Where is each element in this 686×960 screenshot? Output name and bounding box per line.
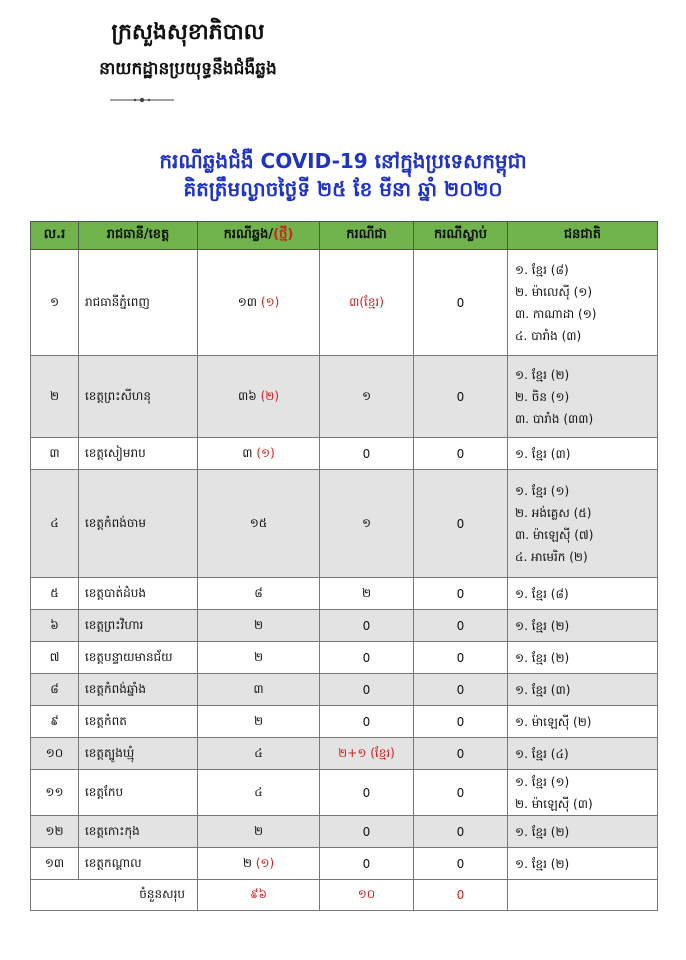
nationality-cell (508, 642, 658, 674)
nationality-cell (508, 674, 658, 706)
col-nationality: ជនជាតិ (508, 222, 658, 250)
deaths-cell: 0 (414, 674, 508, 706)
recovered-cell (320, 848, 414, 880)
cases-count: ២ (253, 617, 264, 632)
province-name: ខេត្តព្រះសីហនុ (79, 356, 198, 438)
row-number: ៦ (31, 610, 79, 642)
recovered-count: ១ (361, 388, 372, 403)
new-cases: (២) (260, 388, 280, 403)
recovered-count: ៣ (349, 294, 360, 309)
recovered-cell (320, 610, 414, 642)
table-row (31, 578, 658, 610)
table-row (31, 438, 658, 470)
new-cases: (១) (256, 445, 275, 460)
cases-count: ៣៦ (237, 388, 257, 403)
deaths-cell: 0 (414, 250, 508, 356)
deaths-cell: 0 (414, 848, 508, 880)
col-province: រាជធានី/ខេត្ត (79, 222, 198, 250)
deaths-cell: 0 (414, 816, 508, 848)
nationality-cell (508, 816, 658, 848)
nationality-item: ៣. ម៉ាឡេស៊ី (៧) (515, 527, 594, 542)
new-cases: (១) (255, 855, 275, 870)
nationality-item: ៤. បារាំង (៣) (515, 328, 582, 343)
nationality-item: ១. ខ្មែរ (២) (515, 650, 570, 665)
cases-count: ៤ (254, 745, 263, 760)
table-row (31, 770, 658, 816)
deaths-cell: 0 (414, 706, 508, 738)
table-row (31, 848, 658, 880)
col-number: ល.រ (31, 222, 79, 250)
cases-count: ៣ (242, 445, 253, 460)
table-row (31, 610, 658, 642)
nationality-cell (508, 610, 658, 642)
nationality-cell (508, 438, 658, 470)
recovered-count: 0 (362, 824, 371, 839)
row-number: ១២ (31, 816, 79, 848)
province-name: ខេត្តបន្ទាយមានជ័យ (79, 642, 198, 674)
nationality-cell (508, 470, 658, 578)
recovered-cell (320, 706, 414, 738)
province-name: ខេត្តកោះកុង (79, 816, 198, 848)
deaths-cell: 0 (414, 642, 508, 674)
cases-count: ១៣ (237, 294, 258, 309)
recovered-cell (320, 438, 414, 470)
nationality-item: ២. ម៉ាលេស៊ី (១) (515, 284, 593, 299)
cases-cell (198, 770, 320, 816)
province-name: ខេត្តកំពត (79, 706, 198, 738)
recovered-count: ២ (361, 585, 372, 600)
cases-table (30, 221, 658, 911)
table-row (31, 706, 658, 738)
row-number: ៤ (31, 470, 79, 578)
department-name: នាយកដ្ឋានប្រយុទ្ធនឹងជំងឺឆ្លង (99, 59, 277, 79)
nationality-item: ១. ខ្មែរ (២) (515, 856, 570, 871)
nationality-cell (508, 578, 658, 610)
cases-cell (198, 356, 320, 438)
report-title: ករណីឆ្លងជំងឺ COVID-19 នៅក្នុងប្រទេសកម្ពុជា (159, 149, 527, 173)
cases-count: ៣ (253, 681, 264, 696)
recovered-cell (320, 816, 414, 848)
recovered-cell (320, 738, 414, 770)
cases-cell (198, 848, 320, 880)
total-label: ចំនួនសរុប (31, 880, 198, 911)
nationality-item: ១. ខ្មែរ (៨) (515, 586, 569, 601)
cases-count: ២ (242, 855, 252, 870)
recovered-count: 0 (362, 618, 371, 633)
cases-count: ២ (253, 713, 264, 728)
row-number: ១ (31, 250, 79, 356)
nationality-item: ១. ខ្មែរ (៤) (515, 746, 569, 761)
ministry-name: ក្រសួងសុខាភិបាល (111, 20, 265, 45)
cases-count: ៨ (254, 585, 263, 600)
recovered-count: ២ (338, 745, 348, 760)
row-number: ៩ (31, 706, 79, 738)
deaths-cell: 0 (414, 610, 508, 642)
deaths-cell: 0 (414, 470, 508, 578)
nationality-item: ១. ខ្មែរ (៣) (515, 682, 571, 697)
recovered-cell (320, 250, 414, 356)
row-number: ៨ (31, 674, 79, 706)
recovered-count: 0 (362, 650, 371, 665)
table-row (31, 816, 658, 848)
recovered-cell (320, 470, 414, 578)
nationality-cell (508, 250, 658, 356)
recovered-cell (320, 674, 414, 706)
recovered-count: 0 (362, 856, 371, 871)
col-cases-label: ករណីឆ្លង/ (223, 227, 274, 242)
row-number: ១៣ (31, 848, 79, 880)
col-recovered: ករណីជា (320, 222, 414, 250)
recovered-cell (320, 356, 414, 438)
cases-count: ២ (253, 649, 264, 664)
total-row (31, 880, 658, 911)
table-header-row (31, 222, 658, 250)
recovered-count: 0 (362, 785, 371, 800)
cases-cell (198, 738, 320, 770)
nationality-item: ១. ខ្មែរ (១) (515, 483, 570, 498)
table-row (31, 250, 658, 356)
nationality-item: ១. ម៉ាឡេស៊ី (២) (515, 714, 592, 729)
total-cases: ៩៦ (198, 880, 320, 911)
total-nationality (508, 880, 658, 911)
nationality-item: ៣. កាណាដា (១) (515, 306, 597, 321)
nationality-item: ២. ម៉ាឡេស៊ី (៣) (515, 796, 593, 811)
province-name: ខេត្តបាត់ដំបង (79, 578, 198, 610)
cases-cell (198, 578, 320, 610)
deaths-cell: 0 (414, 438, 508, 470)
province-name: ខេត្តត្បូងឃ្មុំ (79, 738, 198, 770)
province-name: ខេត្តកែប (79, 770, 198, 816)
table-row (31, 642, 658, 674)
nationality-item: ៤. អាមេរិក (២) (515, 549, 588, 564)
table-row (31, 738, 658, 770)
province-name: ខេត្តកណ្ដាល (79, 848, 198, 880)
cases-count: ២ (253, 823, 264, 838)
nationality-cell (508, 848, 658, 880)
table-row (31, 356, 658, 438)
table-body (31, 250, 658, 911)
ornament-divider (110, 97, 174, 103)
province-name: ខេត្តព្រះវិហារ (79, 610, 198, 642)
deaths-cell: 0 (414, 356, 508, 438)
cases-cell (198, 250, 320, 356)
cases-cell (198, 438, 320, 470)
nationality-item: ១. ខ្មែរ (៨) (515, 262, 569, 277)
deaths-cell: 0 (414, 770, 508, 816)
province-name: រាជធានីភ្នំពេញ (79, 250, 198, 356)
cases-cell (198, 470, 320, 578)
nationality-cell (508, 706, 658, 738)
recovered-count: ១ (361, 515, 372, 530)
recovered-count: 0 (362, 714, 371, 729)
cases-cell (198, 816, 320, 848)
recovered-note: +១ (ខ្មែរ) (347, 745, 395, 760)
recovered-cell (320, 578, 414, 610)
total-recovered: ១០ (320, 880, 414, 911)
row-number: ៣ (31, 438, 79, 470)
nationality-item: ១. ខ្មែរ (១) (515, 774, 570, 789)
new-cases: (១) (260, 294, 280, 309)
row-number: ២ (31, 356, 79, 438)
cases-cell (198, 642, 320, 674)
province-name: ខេត្តកំពង់ចាម (79, 470, 198, 578)
cases-cell (198, 610, 320, 642)
recovered-count: 0 (362, 446, 371, 461)
cases-cell (198, 674, 320, 706)
province-name: ខេត្តកំពង់ឆ្នាំង (79, 674, 198, 706)
deaths-cell: 0 (414, 578, 508, 610)
row-number: ៧ (31, 642, 79, 674)
province-name: ខេត្តសៀមរាប (79, 438, 198, 470)
cases-count: ១៥ (249, 515, 268, 530)
recovered-count: 0 (362, 682, 371, 697)
total-deaths: 0 (414, 880, 508, 911)
deaths-cell: 0 (414, 738, 508, 770)
nationality-item: ១. ខ្មែរ (២) (515, 618, 570, 633)
row-number: ១០ (31, 738, 79, 770)
recovered-note: (ខ្មែរ) (359, 294, 384, 309)
nationality-item: ១. ខ្មែរ (៣) (515, 446, 571, 461)
col-cases (198, 222, 320, 250)
nationality-cell (508, 770, 658, 816)
cases-count: ៤ (254, 784, 263, 799)
ministry-header (58, 18, 318, 82)
nationality-item: ២. អង់គ្លេស (៥) (515, 505, 592, 520)
nationality-cell (508, 738, 658, 770)
nationality-item: ១. ខ្មែរ (២) (515, 367, 570, 382)
col-deaths: ករណីស្លាប់ (414, 222, 508, 250)
recovered-cell (320, 770, 414, 816)
row-number: ១១ (31, 770, 79, 816)
recovered-cell (320, 642, 414, 674)
nationality-cell (508, 356, 658, 438)
row-number: ៥ (31, 578, 79, 610)
col-cases-new: (ថ្មី) (273, 227, 294, 242)
nationality-item: ៣. បារាំង (៣៣) (515, 411, 594, 426)
cases-cell (198, 706, 320, 738)
report-date: គិតត្រឹមល្ងាចថ្ងៃទី ២៥ ខែ មីនា ឆ្នាំ ២០២០ (183, 177, 503, 201)
table-row (31, 674, 658, 706)
nationality-item: ១. ខ្មែរ (២) (515, 824, 570, 839)
table-row (31, 470, 658, 578)
nationality-item: ២. ចិន (១) (515, 389, 570, 404)
